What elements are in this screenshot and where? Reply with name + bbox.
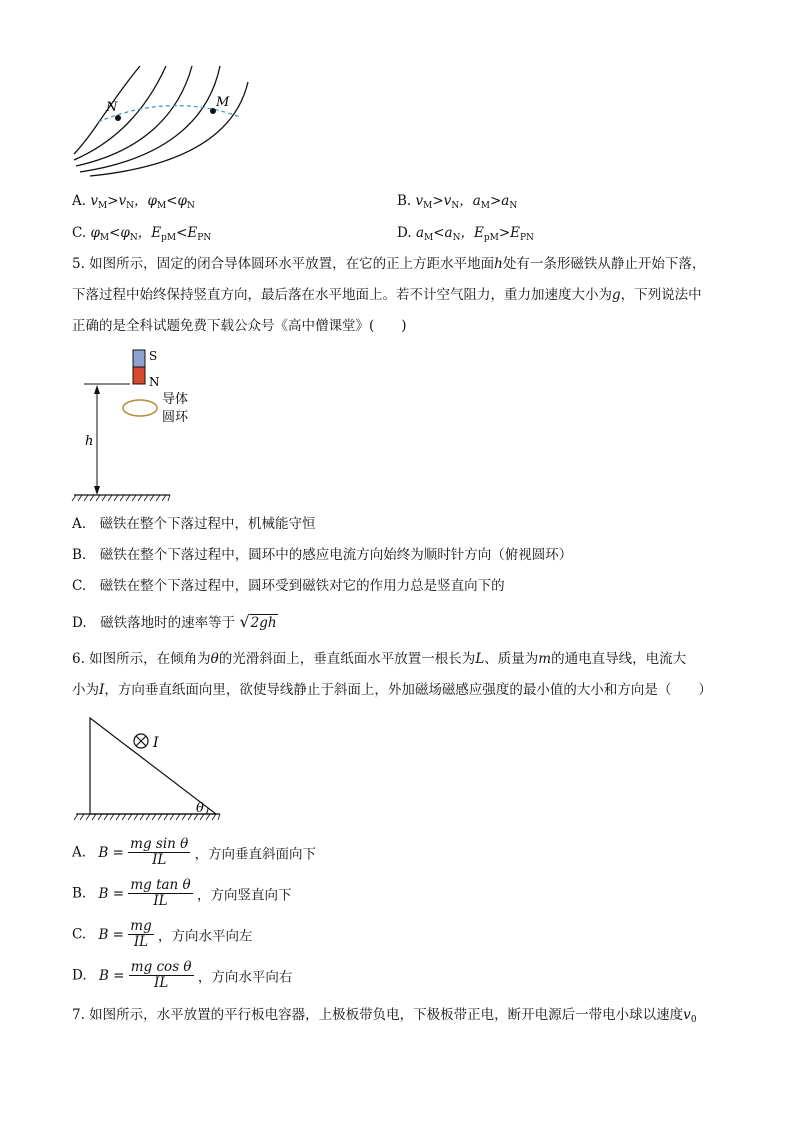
q4-option-a: A. $v_M>v_N$，$\varphi_M<\varphi_N$ bbox=[72, 193, 195, 211]
label-m: M bbox=[216, 95, 230, 110]
label-theta: θ bbox=[196, 801, 204, 816]
label-n: N bbox=[106, 100, 118, 115]
conductor-ring bbox=[123, 400, 157, 416]
formula-fraction: $\frac{\text{mg cos θ}}{IL}$ bbox=[130, 959, 192, 991]
q6-option-b: B. B = $\frac{\text{mg tan θ}}{IL}$ ，方向竖直向下 bbox=[72, 877, 292, 909]
q5-option-b: B. 磁铁在整个下落过程中，圆环中的感应电流方向始终为顺时针方向（俯视圆环） bbox=[72, 547, 573, 563]
q6-incline-figure bbox=[70, 710, 230, 825]
q5-option-a: A. 磁铁在整个下落过程中，机械能守恒 bbox=[72, 516, 316, 532]
magnet-south-pole bbox=[133, 350, 145, 367]
formula-fraction: $\frac{\text{mg sin θ}}{IL}$ bbox=[130, 836, 189, 868]
magnet-north-pole bbox=[133, 367, 145, 384]
label-magnet-n: N bbox=[149, 375, 160, 389]
q5-stem-line-2: 下落过程中始终保持竖直方向，最后落在水平地面上。若不计空气阻力，重力加速度大小为g，下列说法中 bbox=[72, 287, 702, 303]
label-current: I bbox=[153, 735, 159, 751]
formula-fraction: $\frac{mg}{IL}$ bbox=[130, 918, 152, 950]
label-s: S bbox=[149, 349, 158, 363]
ring-label-1: 导体 bbox=[162, 392, 189, 407]
field-line-2 bbox=[74, 66, 166, 160]
height-arrow-head-bottom bbox=[94, 486, 100, 495]
q4-option-c: C. $\varphi_M<\varphi_N$，$E_{pM}<E_{PN}$ bbox=[72, 225, 212, 243]
sqrt-sign: √ bbox=[239, 612, 250, 631]
q4-field-figure bbox=[70, 62, 270, 177]
q6-option-d: D. B = $\frac{\text{mg cos θ}}{IL}$ ，方向水平向右 bbox=[72, 959, 293, 991]
ground-hatching bbox=[72, 495, 170, 501]
label-h: h bbox=[85, 434, 94, 449]
formula-fraction: $\frac{\text{mg tan θ}}{IL}$ bbox=[130, 877, 191, 909]
q5-magnet-figure bbox=[70, 345, 210, 505]
q6-stem-line-1: 6. 如图所示，在倾角为θ的光滑斜面上，垂直纸面水平放置一根长为L、质量为m的通电直导线，电流大 bbox=[72, 651, 687, 667]
q6-option-a: A. B = $\frac{\text{mg sin θ}}{IL}$ ，方向垂直斜面向下 bbox=[72, 836, 317, 868]
q4-option-d: D. $a_M<a_N$，$E_{pM}>E_{PN}$ bbox=[397, 225, 534, 243]
q6-option-c: C. B = $\frac{mg}{IL}$ ，方向水平向左 bbox=[72, 918, 253, 950]
point-n bbox=[115, 115, 121, 121]
height-arrow-head-top bbox=[94, 385, 100, 394]
q5-stem-line-1: 5. 如图所示，固定的闭合导体圆环水平放置，在它的正上方距水平地面h处有一条形磁铁从静止开始下落， bbox=[72, 256, 706, 272]
current-into-page-symbol bbox=[134, 734, 148, 748]
incline-triangle bbox=[90, 718, 216, 814]
ring-label-2: 圆环 bbox=[162, 410, 189, 425]
q5-option-c: C. 磁铁在整个下落过程中，圆环受到磁铁对它的作用力总是竖直向下的 bbox=[72, 578, 505, 594]
q7-stem-line-1: 7. 如图所示，水平放置的平行板电容器，上极板带负电，下极板带正电，断开电源后一带电小球以速度$v_0$ bbox=[72, 1007, 697, 1025]
q6-stem-line-2: 小为I，方向垂直纸面向里，欲使导线静止于斜面上，外加磁场磁感应强度的最小值的大小和方向是（ ） bbox=[72, 682, 712, 698]
q4-option-b: B. $v_M>v_N$，$a_M>a_N$ bbox=[397, 193, 518, 211]
q5-option-d: D. 磁铁落地时的速率等于 √2gh bbox=[72, 612, 277, 631]
sqrt-expression: √2gh bbox=[239, 612, 277, 631]
angle-arc bbox=[206, 808, 208, 814]
q5-stem-line-3: 正确的是全科试题免费下载公众号《高中僧课堂》( ) bbox=[72, 318, 407, 334]
